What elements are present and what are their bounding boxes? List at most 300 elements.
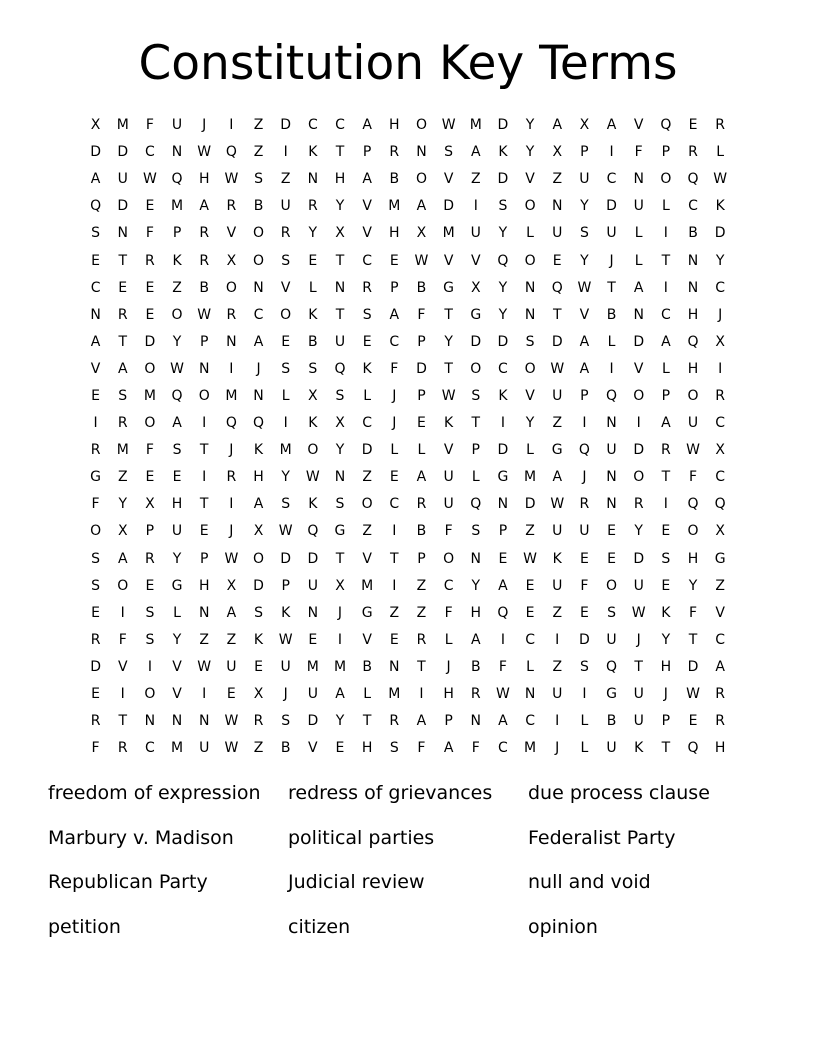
word-bank-item: redress of grievances xyxy=(288,782,493,804)
grid-row xyxy=(82,627,734,654)
grid-letter: W xyxy=(224,740,239,757)
grid-letter: O xyxy=(225,279,237,296)
grid-letter: M xyxy=(306,658,319,675)
grid-letter: Z xyxy=(552,415,563,432)
grid-letter: Q xyxy=(171,387,183,404)
grid-letter: L xyxy=(363,387,372,404)
grid-row xyxy=(82,166,734,193)
grid-letter: R xyxy=(145,550,155,567)
grid-letter: H xyxy=(389,225,400,242)
grid-letter: Q xyxy=(687,171,699,188)
grid-letter: V xyxy=(443,442,454,459)
grid-letter: C xyxy=(715,415,726,432)
grid-letter: N xyxy=(470,550,481,567)
grid-letter: V xyxy=(715,604,725,621)
grid-letter: O xyxy=(606,577,618,594)
grid-letter: H xyxy=(687,306,699,323)
grid-letter: D xyxy=(117,144,129,161)
grid-letter: U xyxy=(226,658,237,675)
grid-letter: O xyxy=(144,415,156,432)
grid-letter: Q xyxy=(171,171,183,188)
grid-letter: J xyxy=(609,252,614,269)
grid-letter: E xyxy=(498,550,508,567)
grid-letter: R xyxy=(715,117,726,134)
grid-letter: U xyxy=(579,171,590,188)
grid-letter: P xyxy=(199,333,209,350)
grid-letter: X xyxy=(253,686,264,703)
grid-letter: F xyxy=(471,740,480,757)
word-bank-item: citizen xyxy=(288,916,351,939)
word-bank-item: Federalist Party xyxy=(528,826,676,849)
grid-letter: E xyxy=(417,415,426,432)
grid-letter: E xyxy=(254,658,263,675)
grid-letter: Y xyxy=(715,252,725,269)
grid-letter: Q xyxy=(606,658,618,675)
grid-letter: O xyxy=(687,523,699,540)
grid-letter: F xyxy=(688,604,698,621)
grid-letter: C xyxy=(606,171,617,188)
grid-letter: O xyxy=(117,577,129,594)
grid-letter: U xyxy=(280,198,291,215)
grid-letter: I xyxy=(120,604,125,621)
grid-letter: U xyxy=(307,577,318,594)
grid-letter: I xyxy=(202,686,207,703)
grid-letter: U xyxy=(633,198,644,215)
grid-letter: I xyxy=(202,469,207,486)
grid-letter: D xyxy=(90,144,101,161)
grid-letter: E xyxy=(525,604,535,621)
grid-row xyxy=(82,573,734,600)
grid-letter: D xyxy=(307,713,319,730)
grid-letter: I xyxy=(663,225,668,242)
grid-letter: V xyxy=(90,360,101,377)
grid-letter: R xyxy=(389,144,400,161)
grid-letter: P xyxy=(580,387,589,404)
grid-letter: W xyxy=(441,117,456,134)
grid-letter: S xyxy=(362,306,372,323)
grid-letter: Z xyxy=(253,144,264,161)
grid-row xyxy=(82,437,734,464)
grid-letter: U xyxy=(470,225,481,242)
grid-letter: S xyxy=(254,171,263,188)
grid-letter: X xyxy=(552,144,563,161)
grid-letter: W xyxy=(278,523,293,540)
grid-letter: Y xyxy=(498,225,508,242)
grid-letter: F xyxy=(688,469,698,486)
grid-letter: V xyxy=(362,631,372,648)
grid-letter: X xyxy=(715,523,725,540)
grid-letter: A xyxy=(90,333,101,350)
grid-letter: A xyxy=(389,306,400,323)
grid-letter: W xyxy=(686,686,700,703)
grid-letter: S xyxy=(607,604,616,621)
grid-letter: C xyxy=(307,117,318,134)
grid-letter: H xyxy=(470,604,482,621)
grid-letter: K xyxy=(552,550,562,567)
grid-letter: P xyxy=(145,523,155,540)
grid-row xyxy=(82,491,734,518)
grid-letter: R xyxy=(416,496,427,513)
grid-letter: V xyxy=(579,306,590,323)
grid-letter: S xyxy=(281,252,291,269)
grid-letter: P xyxy=(661,144,671,161)
grid-letter: T xyxy=(362,713,372,730)
grid-letter: N xyxy=(633,171,644,188)
grid-letter: R xyxy=(280,225,291,242)
grid-letter: K xyxy=(715,198,725,215)
grid-letter: G xyxy=(361,604,373,621)
grid-letter: N xyxy=(551,198,563,215)
grid-letter: C xyxy=(525,713,535,730)
grid-letter: T xyxy=(471,415,481,432)
grid-letter: A xyxy=(470,631,481,648)
grid-letter: D xyxy=(253,577,264,594)
grid-letter: B xyxy=(308,333,318,350)
grid-letter: M xyxy=(469,117,482,134)
grid-letter: R xyxy=(715,713,726,730)
grid-letter: E xyxy=(145,577,155,594)
grid-letter: V xyxy=(633,360,644,377)
grid-letter: X xyxy=(145,496,155,513)
grid-letter: D xyxy=(307,550,319,567)
grid-letter: F xyxy=(444,523,453,540)
grid-letter: D xyxy=(117,198,129,215)
grid-letter: H xyxy=(171,496,183,513)
grid-letter: Y xyxy=(580,198,589,215)
grid-letter: Z xyxy=(226,631,237,648)
grid-letter: J xyxy=(229,523,234,540)
grid-letter: D xyxy=(90,658,101,675)
grid-letter: P xyxy=(199,550,209,567)
grid-letter: G xyxy=(551,442,563,459)
grid-letter: R xyxy=(226,198,237,215)
grid-letter: O xyxy=(144,686,156,703)
grid-letter: C xyxy=(389,496,400,513)
grid-letter: A xyxy=(443,740,454,757)
grid-letter: E xyxy=(145,198,155,215)
grid-letter: G xyxy=(334,523,346,540)
grid-letter: D xyxy=(280,117,292,134)
grid-letter: W xyxy=(305,469,320,486)
grid-letter: Y xyxy=(281,469,290,486)
grid-letter: C xyxy=(498,740,508,757)
grid-letter: O xyxy=(361,496,373,513)
grid-letter: X xyxy=(579,117,590,134)
grid-letter: O xyxy=(307,442,319,459)
grid-letter: E xyxy=(145,279,155,296)
grid-letter: N xyxy=(144,713,156,730)
grid-letter: C xyxy=(362,252,373,269)
grid-letter: U xyxy=(280,658,291,675)
grid-letter: V xyxy=(226,225,237,242)
grid-letter: N xyxy=(524,306,536,323)
grid-letter: V xyxy=(633,117,644,134)
grid-letter: L xyxy=(526,225,534,242)
grid-letter: H xyxy=(443,686,454,703)
grid-letter: C xyxy=(389,333,400,350)
grid-letter: I xyxy=(582,686,587,703)
grid-letter: H xyxy=(389,117,400,134)
grid-letter: Q xyxy=(334,360,346,377)
grid-letter: F xyxy=(91,740,100,757)
grid-letter: E xyxy=(389,252,399,269)
grid-letter: Z xyxy=(525,523,535,540)
grid-letter: Z xyxy=(280,171,291,188)
grid-letter: Y xyxy=(335,198,345,215)
grid-letter: P xyxy=(444,713,453,730)
grid-letter: J xyxy=(582,469,587,486)
grid-letter: S xyxy=(498,198,508,215)
grid-letter: M xyxy=(116,442,129,459)
grid-letter: U xyxy=(633,686,644,703)
grid-letter: W xyxy=(197,306,212,323)
grid-letter: N xyxy=(524,686,536,703)
grid-letter: A xyxy=(416,469,427,486)
grid-letter: K xyxy=(661,604,671,621)
word-bank-item: freedom of expression xyxy=(48,782,261,804)
grid-letter: Z xyxy=(117,469,128,486)
grid-letter: M xyxy=(524,740,537,757)
grid-letter: A xyxy=(226,604,237,621)
grid-letter: L xyxy=(471,469,480,486)
grid-letter: D xyxy=(470,333,482,350)
grid-letter: Y xyxy=(335,713,345,730)
grid-letter: V xyxy=(362,225,372,242)
grid-letter: K xyxy=(281,604,291,621)
grid-letter: Q xyxy=(606,387,618,404)
grid-letter: R xyxy=(416,631,427,648)
grid-letter: R xyxy=(90,442,101,459)
grid-letter: X xyxy=(715,442,725,459)
grid-letter: H xyxy=(660,658,672,675)
grid-row xyxy=(82,247,734,274)
grid-letter: T xyxy=(661,469,671,486)
grid-letter: O xyxy=(633,469,645,486)
grid-letter: M xyxy=(442,225,455,242)
grid-letter: T xyxy=(444,306,453,323)
grid-letter: R xyxy=(117,740,128,757)
grid-letter: E xyxy=(172,469,182,486)
grid-letter: V xyxy=(117,658,128,675)
grid-letter: T xyxy=(335,306,345,323)
grid-letter: R xyxy=(226,306,237,323)
grid-letter: A xyxy=(253,496,264,513)
grid-letter: M xyxy=(388,198,401,215)
grid-letter: K xyxy=(634,740,644,757)
grid-letter: W xyxy=(631,604,646,621)
grid-letter: I xyxy=(555,631,560,648)
grid-letter: A xyxy=(715,658,725,675)
grid-letter: I xyxy=(392,577,397,594)
grid-letter: A xyxy=(172,415,182,432)
grid-letter: B xyxy=(362,658,372,675)
grid-letter: S xyxy=(471,387,481,404)
grid-letter: S xyxy=(525,333,535,350)
grid-letter: L xyxy=(580,740,589,757)
grid-letter: W xyxy=(713,171,728,188)
grid-letter: G xyxy=(606,686,617,703)
grid-letter: J xyxy=(229,442,234,459)
grid-letter: Q xyxy=(307,523,319,540)
grid-letter: Z xyxy=(253,117,264,134)
grid-letter: D xyxy=(633,333,645,350)
grid-letter: J xyxy=(718,306,723,323)
grid-letter: Y xyxy=(172,631,182,648)
grid-letter: S xyxy=(444,144,454,161)
grid-letter: O xyxy=(253,225,265,242)
grid-letter: A xyxy=(498,577,508,594)
grid-letter: L xyxy=(634,225,643,242)
grid-row xyxy=(82,112,734,139)
grid-letter: L xyxy=(661,360,670,377)
grid-letter: C xyxy=(525,631,535,648)
grid-row xyxy=(82,708,734,735)
grid-letter: U xyxy=(606,740,617,757)
grid-letter: K xyxy=(308,306,318,323)
grid-letter: Y xyxy=(525,415,535,432)
grid-letter: X xyxy=(470,279,481,296)
grid-letter: X xyxy=(226,577,237,594)
grid-letter: A xyxy=(579,360,590,377)
grid-letter: Y xyxy=(580,252,589,269)
grid-letter: Q xyxy=(225,144,237,161)
grid-letter: I xyxy=(229,117,234,134)
grid-letter: X xyxy=(335,225,345,242)
grid-letter: B xyxy=(416,523,427,540)
grid-letter: F xyxy=(91,496,100,513)
grid-letter: J xyxy=(256,360,261,377)
grid-letter: W xyxy=(278,631,293,648)
grid-letter: D xyxy=(144,333,156,350)
grid-letter: X xyxy=(715,333,725,350)
grid-letter: F xyxy=(145,225,154,242)
grid-letter: A xyxy=(661,415,671,432)
grid-letter: T xyxy=(199,496,209,513)
grid-letter: C xyxy=(715,279,726,296)
grid-letter: R xyxy=(117,415,128,432)
grid-letter: E xyxy=(226,686,236,703)
grid-letter: J xyxy=(446,658,451,675)
grid-letter: S xyxy=(389,740,399,757)
grid-letter: N xyxy=(687,279,699,296)
grid-letter: U xyxy=(552,387,563,404)
grid-row xyxy=(82,139,734,166)
grid-letter: S xyxy=(145,631,155,648)
grid-letter: J xyxy=(555,740,560,757)
word-bank-item: Judicial review xyxy=(288,871,425,894)
grid-letter: Z xyxy=(552,658,563,675)
grid-letter: D xyxy=(714,225,726,242)
grid-letter: P xyxy=(390,279,399,296)
grid-letter: N xyxy=(334,469,346,486)
grid-letter: I xyxy=(392,523,397,540)
grid-letter: A xyxy=(661,333,671,350)
grid-letter: C xyxy=(335,117,345,134)
grid-letter: W xyxy=(441,387,456,404)
grid-letter: V xyxy=(525,387,535,404)
grid-letter: A xyxy=(416,713,427,730)
grid-letter: T xyxy=(417,658,426,675)
grid-letter: O xyxy=(687,387,699,404)
grid-letter: E xyxy=(145,469,155,486)
grid-letter: E xyxy=(661,523,671,540)
grid-letter: A xyxy=(498,713,508,730)
grid-letter: Y xyxy=(172,550,182,567)
grid-letter: I xyxy=(283,415,288,432)
grid-letter: J xyxy=(202,117,207,134)
grid-letter: V xyxy=(362,198,372,215)
grid-letter: A xyxy=(416,198,427,215)
grid-letter: N xyxy=(470,713,481,730)
grid-letter: U xyxy=(307,686,318,703)
grid-letter: K xyxy=(498,387,508,404)
grid-letter: L xyxy=(634,252,643,269)
grid-letter: D xyxy=(524,496,536,513)
grid-letter: N xyxy=(606,496,617,513)
grid-letter: B xyxy=(280,740,291,757)
grid-letter: E xyxy=(579,604,589,621)
word-bank-item: Marbury v. Madison xyxy=(48,826,234,849)
grid-letter: P xyxy=(362,144,372,161)
grid-letter: L xyxy=(417,442,426,459)
grid-letter: U xyxy=(552,225,563,242)
grid-letter: A xyxy=(552,469,563,486)
grid-letter: I xyxy=(500,415,505,432)
grid-letter: W xyxy=(224,171,239,188)
grid-letter: E xyxy=(688,117,698,134)
grid-letter: I xyxy=(582,415,587,432)
grid-letter: A xyxy=(90,171,101,188)
grid-letter: N xyxy=(524,279,536,296)
grid-letter: G xyxy=(171,577,183,594)
grid-row xyxy=(82,302,734,329)
grid-letter: N xyxy=(416,144,427,161)
grid-letter: T xyxy=(118,333,128,350)
grid-letter: O xyxy=(524,360,536,377)
grid-letter: I xyxy=(93,415,98,432)
grid-letter: H xyxy=(687,550,699,567)
grid-letter: E xyxy=(389,469,399,486)
grid-letter: N xyxy=(633,306,644,323)
grid-letter: R xyxy=(389,713,400,730)
word-search-grid xyxy=(82,112,734,762)
word-bank-item: due process clause xyxy=(528,782,710,804)
grid-letter: A xyxy=(579,333,590,350)
grid-letter: N xyxy=(90,306,101,323)
grid-letter: S xyxy=(91,577,101,594)
grid-letter: O xyxy=(633,387,645,404)
grid-letter: H xyxy=(334,171,346,188)
grid-letter: S xyxy=(471,523,481,540)
grid-letter: M xyxy=(524,469,537,486)
grid-letter: L xyxy=(716,144,725,161)
grid-letter: Y xyxy=(661,631,671,648)
grid-letter: A xyxy=(552,117,563,134)
grid-letter: A xyxy=(335,686,345,703)
grid-letter: I xyxy=(229,496,234,513)
word-bank-item: political parties xyxy=(288,826,435,849)
grid-letter: R xyxy=(117,306,128,323)
grid-row xyxy=(82,193,734,220)
grid-letter: R xyxy=(90,631,101,648)
grid-letter: P xyxy=(417,387,426,404)
grid-letter: U xyxy=(633,713,644,730)
grid-letter: R xyxy=(253,713,264,730)
grid-letter: S xyxy=(254,604,263,621)
grid-letter: L xyxy=(607,333,616,350)
grid-letter: Z xyxy=(253,740,264,757)
grid-letter: M xyxy=(171,740,184,757)
